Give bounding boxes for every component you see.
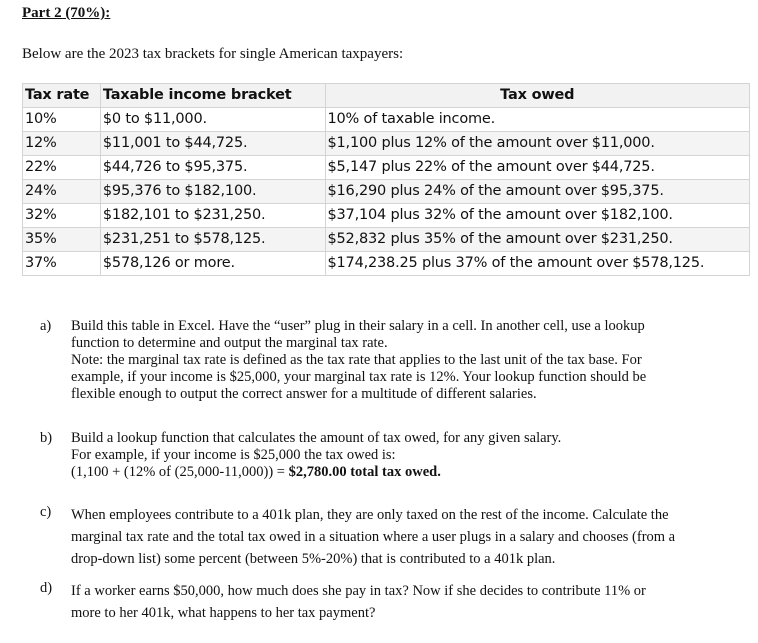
tax-brackets-table [22,83,750,276]
question-label: a) [40,318,52,334]
cell-owed: $5,147 plus 22% of the amount over $44,725. [325,156,750,180]
cell-owed: $174,238.25 plus 37% of the amount over $578,125. [325,252,750,276]
table-row [23,108,750,132]
part-heading: Part 2 (70%): [22,5,111,21]
cell-bracket: $231,251 to $578,125. [100,228,325,252]
cell-rate: 32% [23,204,101,228]
table-row [23,156,750,180]
table-row [23,180,750,204]
question-body: If a worker earns $50,000, how much does she pay in tax? Now if she decides to contribute 11% or more to her 401k, what happens to her tax payment? [71,583,646,621]
cell-owed: 10% of taxable income. [325,108,750,132]
example-formula: (1,100 + (12% of (25,000-11,000)) = [71,464,289,480]
cell-bracket: $578,126 or more. [100,252,325,276]
cell-owed: $52,832 plus 35% of the amount over $231,250. [325,228,750,252]
cell-bracket: $0 to $11,000. [100,108,325,132]
table-row [23,132,750,156]
table-row [23,228,750,252]
cell-bracket: $95,376 to $182,100. [100,180,325,204]
cell-bracket: $182,101 to $231,250. [100,204,325,228]
header-tax-rate: Tax rate [23,84,101,108]
cell-rate: 35% [23,228,101,252]
cell-bracket: $44,726 to $95,375. [100,156,325,180]
cell-rate: 10% [23,108,101,132]
cell-owed: $16,290 plus 24% of the amount over $95,375. [325,180,750,204]
table-header-row [23,84,750,108]
question-label: c) [40,504,52,520]
cell-bracket: $11,001 to $44,725. [100,132,325,156]
example-result: $2,780.00 total tax owed. [288,464,441,480]
header-tax-owed: Tax owed [325,84,750,108]
header-income-bracket: Taxable income bracket [100,84,325,108]
cell-owed: $1,100 plus 12% of the amount over $11,000. [325,132,750,156]
table-row [23,252,750,276]
question-label: b) [40,430,53,446]
cell-owed: $37,104 plus 32% of the amount over $182,100. [325,204,750,228]
question-body: Build this table in Excel. Have the “user” plug in their salary in a cell. In another cell, use a lookup function to determine and output the marginal tax rate. Note: the marginal tax rate is defined as the tax rate that applies to the last unit of the tax base. For example, if your income is $25,000, your marginal tax rate is 12%. Your lookup function should be flexible enough to output the correct answer for a multitude of different salaries. [71,318,647,402]
table-row [23,204,750,228]
question-label: d) [40,580,53,596]
cell-rate: 37% [23,252,101,276]
cell-rate: 22% [23,156,101,180]
cell-rate: 24% [23,180,101,204]
question-body: When employees contribute to a 401k plan, they are only taxed on the rest of the income. Calculate the marginal tax rate and the total tax owed in a situation where a user plugs in a salary and chooses (from a drop-down list) some percent (between 5%-20%) that is contributed to a 401k plan. [71,507,676,567]
intro-text: Below are the 2023 tax brackets for single American taxpayers: [22,46,404,62]
cell-rate: 12% [23,132,101,156]
question-body: Build a lookup function that calculates the amount of tax owed, for any given salary. For example, if your income is $25,000 the tax owed is: (1,100 + (12% of (25,000-11,000)) = $2,780.00 total tax owed. [71,430,562,480]
